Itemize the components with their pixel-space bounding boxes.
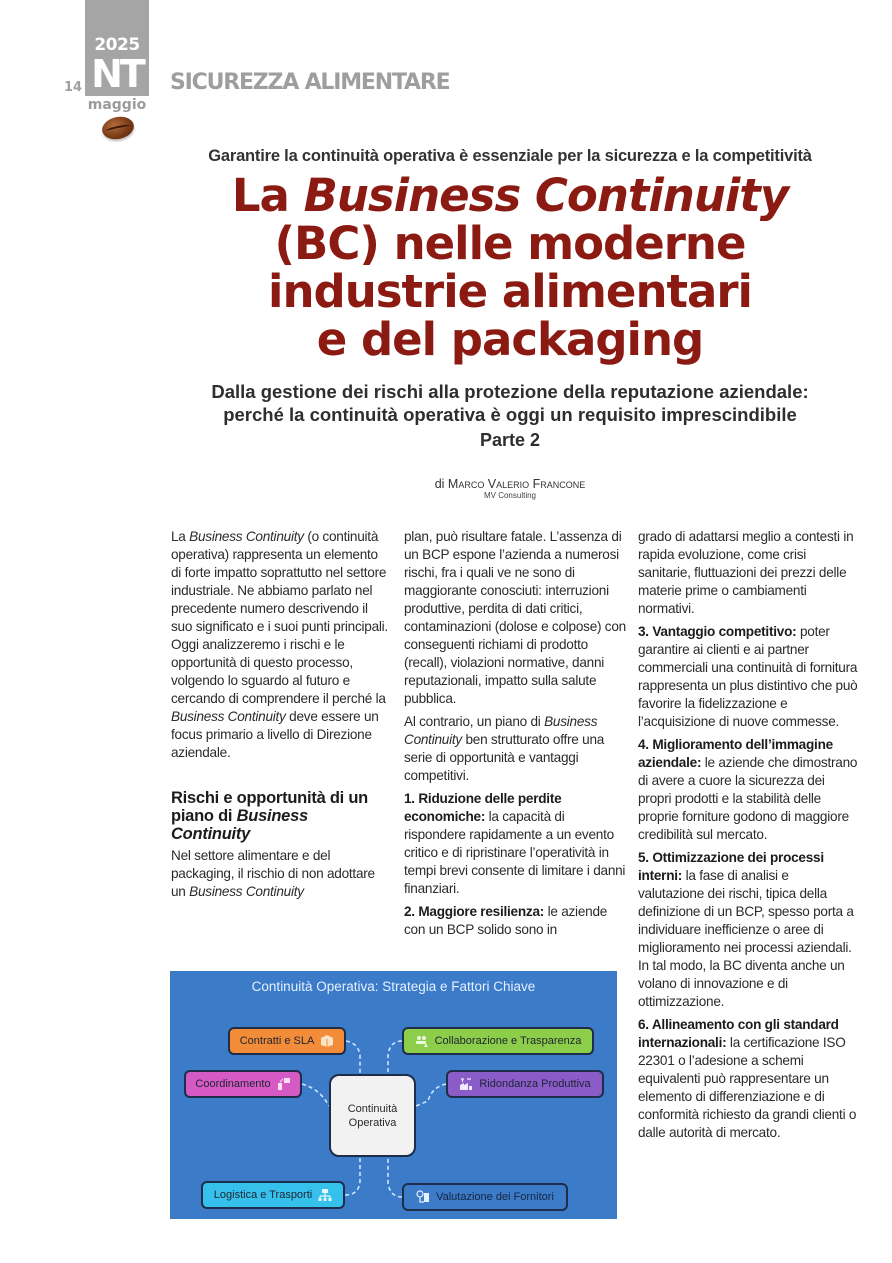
subhead-line-2: perché la continuità operativa è oggi un requisito imprescindibile <box>223 404 797 425</box>
subheading-italic: Business Continuity <box>171 807 308 843</box>
list-item <box>404 903 626 939</box>
list-item-title: 5. Ottimizzazione dei processi interni: <box>638 850 824 883</box>
byline-prefix: di <box>434 477 448 491</box>
list-item-title: 1. Riduzione delle perdite economiche: <box>404 791 562 824</box>
list-item <box>638 623 858 731</box>
devices-icon <box>277 1077 291 1091</box>
section-subheading <box>171 789 389 843</box>
column-2 <box>404 528 626 944</box>
text-run-italic: Business Continuity <box>171 709 286 724</box>
connector-logistica <box>345 1157 360 1195</box>
column-3 <box>638 528 858 1147</box>
list-item <box>638 1016 858 1142</box>
text-run: (o continuità operativa) rappresenta un elemento di forte impatto soprattutto nel settore industriale. Ne abbiamo parlato nel precedente numero descrivendo il suo significato e i suoi punti principali. Oggi analizzeremo i rischi e le opportunità di questo processo, volgendo lo sguardo al futuro e cercando di comprendere il perché la <box>171 529 388 706</box>
connector-coordinamento <box>302 1084 329 1106</box>
article-headline <box>160 169 860 366</box>
node-label: Valutazione dei Fornitori <box>436 1191 554 1203</box>
list-item-title: 6. Allineamento con gli standard internazionali: <box>638 1017 839 1050</box>
network-icon <box>318 1188 332 1202</box>
center-label-1: Continuità <box>347 1102 398 1115</box>
list-item-title: 4. Miglioramento dell’immagine aziendale: <box>638 737 833 770</box>
coffee-bean-icon <box>100 114 136 142</box>
node-label: Contratti e SLA <box>239 1035 315 1047</box>
connector-ridondanza <box>416 1084 446 1106</box>
paragraph: grado di adattarsi meglio a contesti in rapida evoluzione, come crisi sanitarie, fluttuazioni dei prezzi delle materie prime o cambiamenti normativi. <box>638 529 854 616</box>
people-icon <box>415 1034 429 1048</box>
diagram-title: Continuità Operativa: Strategia e Fattori Chiave <box>251 979 536 994</box>
text-run-italic: Business Continuity <box>189 884 304 899</box>
list-item-text: le aziende che dimostrano di avere a cuore la sicurezza dei propri prodotti e la stabilità delle proprie forniture godono di maggiore credibilità sul mercato. <box>638 755 858 842</box>
column-1 <box>171 528 389 906</box>
list-item-text: la capacità di rispondere rapidamente a un evento critico e di ripristinare l’operatività in tempi brevi consente di limitare i danni finanziari. <box>404 809 626 896</box>
node-logistica <box>201 1181 345 1209</box>
text-run: Nel settore alimentare e del packaging, il rischio di non adottare un <box>171 848 375 899</box>
paragraph: plan, può risultare fatale. L’assenza di un BCP espone l’azienda a numerosi rischi, fra i quali ve ne sono di maggiorante conosciuti: interruzioni produttive, perdita di dati critici, contaminazioni (dolose e colpose) con conseguenti richiami di prodotto (recall), violazioni normative, danni reputazionali, impatto sulla salute pubblica. <box>404 529 626 706</box>
list-item-text: poter garantire ai clienti e ai partner commerciali una continuità di fornitura rappresenta un plus distintivo che può favorire la fidelizzazione e l’acquisizione di nuove commesse. <box>638 624 858 729</box>
node-label: Ridondanza Produttiva <box>479 1078 591 1090</box>
headline-line-3: industrie alimentari <box>268 265 752 318</box>
intro-paragraph <box>171 528 389 762</box>
node-collaborazione <box>402 1027 594 1055</box>
magazine-logo: NT <box>91 52 143 96</box>
headline-line-2: (BC) nelle moderne <box>274 217 746 270</box>
box-icon <box>320 1034 334 1048</box>
list-item <box>638 736 858 844</box>
subhead-line-1: Dalla gestione dei rischi alla protezione della reputazione aziendale: <box>211 381 809 402</box>
magazine-month: maggio <box>87 97 147 113</box>
node-label: Logistica e Trasporti <box>213 1189 313 1201</box>
headline-line-1 <box>160 169 860 222</box>
connector-collaborazione <box>388 1041 402 1074</box>
center-node <box>329 1074 416 1157</box>
factory-icon <box>459 1077 473 1091</box>
text-run: ben strutturato offre una serie di opportunità e vantaggi competitivi. <box>404 732 605 783</box>
text-run: La <box>171 529 190 544</box>
connector-contratti <box>346 1041 360 1074</box>
continuity-diagram <box>170 971 617 1219</box>
headline-italic: Business Continuity <box>303 169 789 222</box>
node-ridondanza <box>446 1070 604 1098</box>
author-name: Marco Valerio Francone <box>447 477 586 491</box>
center-label-2: Operativa <box>348 1116 397 1129</box>
page-number: 14 <box>64 80 83 95</box>
connector-valutazione <box>388 1157 402 1197</box>
list-item <box>638 849 858 1011</box>
list-item-title: 3. Vantaggio competitivo: <box>638 624 797 639</box>
byline <box>160 477 860 491</box>
node-coordinamento <box>184 1070 302 1098</box>
paragraph <box>171 847 389 901</box>
node-label: Collaborazione e Trasparenza <box>434 1035 582 1047</box>
list-item-text: la fase di analisi e valutazione dei rischi, tipica della definizione di un BCP, spesso porta a individuare inefficienze o aree di miglioramento nei processi aziendali. In tal modo, la BC diventa anche un volano di innovazione e di ottimizzazione. <box>638 868 854 1009</box>
subheading-text: Rischi e opportunità di un piano di <box>171 789 368 825</box>
article-kicker: Garantire la continuità operativa è essenziale per la sicurezza e la competitività <box>208 147 812 165</box>
node-contratti <box>228 1027 346 1055</box>
author-affiliation: MV Consulting <box>483 491 537 500</box>
text-run: deve essere un focus primario a livello di Direzione aziendale. <box>171 709 379 760</box>
node-label: Coordinamento <box>195 1078 271 1090</box>
article-subhead <box>160 380 860 426</box>
text-run-italic: Business Continuity <box>189 529 304 544</box>
section-title: SICUREZZA ALIMENTARE <box>170 70 450 95</box>
magazine-year: 2025 <box>94 35 140 55</box>
list-item <box>404 790 626 898</box>
headline-pre: La <box>231 169 304 222</box>
list-item-text: la certificazione ISO 22301 o l’adesione a schemi equivalenti può rappresentare un elemento di differenziazione e di conformità richiesto da grandi clienti o dalle autorità di mercato. <box>638 1035 857 1140</box>
node-valutazione <box>402 1183 568 1211</box>
paragraph <box>404 713 626 785</box>
list-item-title: 2. Maggiore resilienza: <box>404 904 545 919</box>
list-item-text: le aziende con un BCP solido sono in <box>404 904 608 937</box>
text-run-italic: Business Continuity <box>404 714 598 747</box>
text-run: Al contrario, un piano di <box>404 714 545 729</box>
supplier-icon <box>416 1190 430 1204</box>
headline-line-4: e del packaging <box>316 313 704 366</box>
article-part: Parte 2 <box>479 430 541 450</box>
